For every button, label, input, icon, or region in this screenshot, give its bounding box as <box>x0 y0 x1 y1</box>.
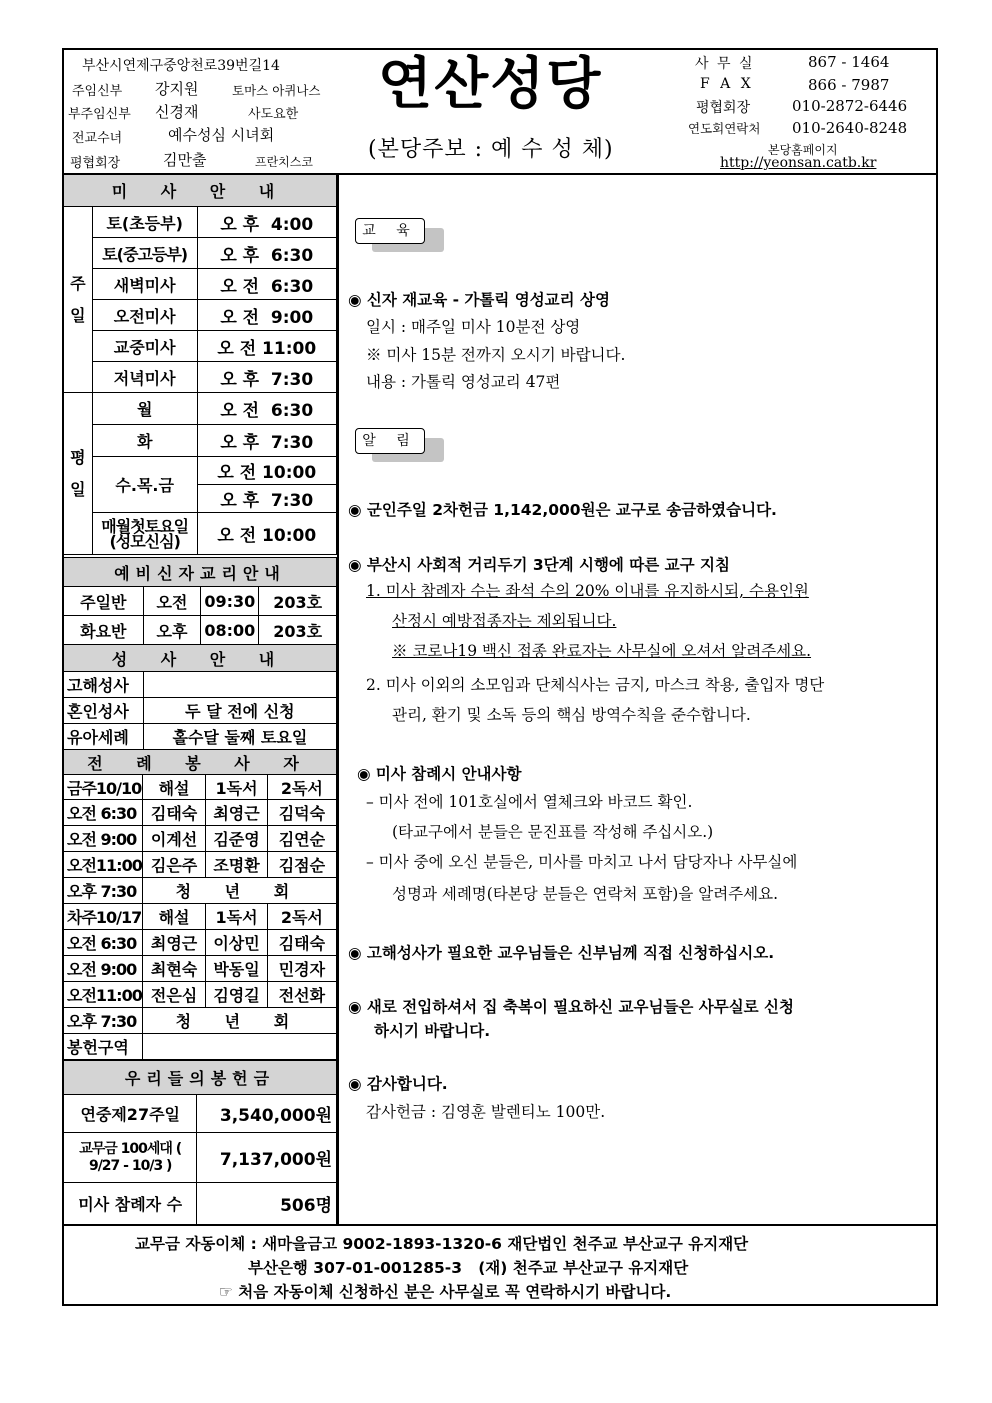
servers-time: 오후 7:30 <box>64 1008 143 1034</box>
notice-item-2-line: 1. 미사 참례자 수는 좌석 수의 20% 이내를 유지하시되, 수용인원 <box>366 582 809 600</box>
flower-value <box>142 1034 336 1060</box>
catechumen-title: 예비신자교리안내 <box>64 558 337 587</box>
servers-table <box>63 749 337 1060</box>
offering-value: 3,540,000원 <box>197 1095 337 1133</box>
servers-title: 전 례 봉 사 자 <box>64 750 337 775</box>
education-item-title: ◉ 신자 재교육 - 가톨릭 영성교리 상영 <box>348 291 610 309</box>
staff-role-4: 평협회장 <box>70 156 121 171</box>
servers-name: 조명환 <box>206 852 267 878</box>
mass-time: 오 후 7:30 <box>197 485 336 513</box>
servers-name: 박동일 <box>206 956 267 982</box>
sacrament-name: 유아세례 <box>64 724 144 750</box>
servers-name: 이계선 <box>142 826 205 852</box>
sacrament-name: 혼인성사 <box>64 698 144 724</box>
education-line: 일시 : 매주일 미사 10분전 상영 <box>366 318 581 336</box>
offering-label: 교무금 100세대 ( 9/27 - 10/3 ) <box>64 1133 197 1183</box>
mass-name: 새벽미사 <box>92 269 197 300</box>
church-address: 부산시연제구중앙천로39번길14 <box>82 58 280 74</box>
staff-baptismal-1: 토마스 아퀴나스 <box>232 83 321 98</box>
offering-label: 연중제27주일 <box>64 1095 197 1133</box>
servers-name: 김은주 <box>142 852 205 878</box>
servers-name: 김영길 <box>206 982 267 1008</box>
mass-time: 오 후 6:30 <box>197 238 336 269</box>
servers-name: 전선화 <box>267 982 336 1008</box>
education-tag: 교 육 <box>355 218 425 244</box>
servers-time: 오전 6:30 <box>64 800 143 826</box>
notice-item-2-title: ◉ 부산시 사회적 거리두기 3단계 시행에 따른 교구 지침 <box>348 556 730 574</box>
homepage-link[interactable]: http://yeonsan.catb.kr <box>720 155 877 171</box>
staff-role-2: 부주임신부 <box>68 107 131 122</box>
flower-label: 봉헌구역 <box>64 1034 143 1060</box>
contact-value-council: 010-2872-6446 <box>792 97 908 115</box>
mass-name: 교중미사 <box>92 331 197 362</box>
servers-col-header: 2독서 <box>267 904 336 930</box>
notice-item-6-line: 감사헌금 : 김영훈 발렌티노 100만. <box>366 1103 606 1121</box>
catechumen-cell: 08:00 <box>201 616 259 645</box>
footer-line-2: 부산은행 307-01-001285-3 (재) 천주교 부산교구 유지재단 <box>248 1259 689 1277</box>
servers-col-header: 해설 <box>142 904 205 930</box>
mass-time: 오 전 6:30 <box>197 393 336 425</box>
notice-item-2-line: ※ 코로나19 백신 접종 완료자는 사무실에 오셔서 알려주세요. <box>392 642 812 660</box>
mass-name: 매월첫토요일 (성모신심) <box>92 513 197 555</box>
servers-name: 이상민 <box>206 930 267 956</box>
servers-name: 최영근 <box>206 800 267 826</box>
catechumen-cell: 화요반 <box>64 616 144 645</box>
mass-time: 오 전 9:00 <box>197 300 336 331</box>
footer-line-3: ☞ 처음 자동이체 신청하신 분은 사무실로 꼭 연락하시기 바랍니다. <box>219 1283 672 1301</box>
servers-time: 오전11:00 <box>64 982 143 1008</box>
offering-value: 506명 <box>197 1183 337 1225</box>
notice-item-4: ◉ 고해성사가 필요한 교우님들은 신부님께 직접 신청하십시오. <box>348 944 775 962</box>
catechumen-cell: 09:30 <box>201 587 259 616</box>
servers-time: 오전 9:00 <box>64 826 143 852</box>
mass-title: 미 사 안 내 <box>64 175 337 207</box>
servers-name: 김준영 <box>206 826 267 852</box>
sacrament-value <box>143 672 336 698</box>
offering-value: 7,137,000원 <box>197 1133 337 1183</box>
sacrament-value: 두 달 전에 신청 <box>143 698 336 724</box>
contact-label-office: 사 무 실 <box>695 56 755 72</box>
offering-label: 미사 참례자 수 <box>64 1183 197 1225</box>
servers-col-header: 1독서 <box>206 904 267 930</box>
servers-time: 오후 7:30 <box>64 878 143 904</box>
servers-time: 오전 9:00 <box>64 956 143 982</box>
servers-name: 김태숙 <box>267 930 336 956</box>
sunday-label: 주 일 <box>64 207 93 393</box>
servers-week-date: 차주10/17 <box>64 904 143 930</box>
staff-baptismal-4: 프란치스코 <box>255 155 313 169</box>
contact-label-memorial: 연도회연락처 <box>688 121 761 136</box>
bulletin-subtitle: (본당주보 : 예 수 성 체) <box>368 137 614 162</box>
servers-time: 오전11:00 <box>64 852 143 878</box>
mass-time: 오 전 10:00 <box>197 513 336 555</box>
mass-time: 오 전 10:00 <box>197 457 336 485</box>
sacrament-name: 고해성사 <box>64 672 144 698</box>
homepage-label: 본당홈페이지 <box>768 143 838 157</box>
catechumen-cell: 203호 <box>259 587 337 616</box>
staff-name-1: 강지원 <box>155 80 199 98</box>
education-line: 내용 : 가톨릭 영성교리 47편 <box>366 373 561 391</box>
church-title: 연산성당 <box>378 52 603 117</box>
offering-table <box>63 1060 337 1225</box>
notice-item-5-line1: ◉ 새로 전입하셔서 집 축복이 필요하신 교우님들은 사무실로 신청 <box>348 998 794 1016</box>
mass-time: 오 후 4:00 <box>197 207 336 238</box>
servers-week-date: 금주10/10 <box>64 775 143 800</box>
mass-table <box>63 174 337 555</box>
notice-item-2-line: 관리, 환기 및 소독 등의 핵심 방역수칙을 준수합니다. <box>392 706 751 724</box>
notice-item-3-line: (타교구에서 분들은 문진표를 작성해 주십시오.) <box>392 823 714 841</box>
mass-name: 수.목.금 <box>92 457 197 513</box>
staff-name-3: 예수성심 시녀회 <box>168 126 275 144</box>
contact-value-fax: 866 - 7987 <box>808 76 890 94</box>
catechumen-table <box>63 557 337 645</box>
mass-name: 월 <box>92 393 197 425</box>
staff-name-2: 신경재 <box>155 103 199 121</box>
mass-time: 오 후 7:30 <box>197 362 336 393</box>
education-line: ※ 미사 15분 전까지 오시기 바랍니다. <box>366 346 626 364</box>
servers-group: 청 년 회 <box>142 878 336 904</box>
mass-name: 오전미사 <box>92 300 197 331</box>
catechumen-cell: 오후 <box>143 616 201 645</box>
staff-role-1: 주임신부 <box>72 84 123 99</box>
notice-item-2-line: 산정시 예방접종자는 제외됩니다. <box>392 612 617 630</box>
notice-item-3-line: – 미사 전에 101호실에서 열체크와 바코드 확인. <box>366 793 693 811</box>
sacrament-title: 성 사 안 내 <box>64 645 337 672</box>
contact-value-memorial: 010-2640-8248 <box>792 119 908 137</box>
offering-title: 우리들의봉헌금 <box>64 1061 337 1095</box>
notice-item-1: ◉ 군인주일 2차헌금 1,142,000원은 교구로 송금하였습니다. <box>348 501 777 519</box>
catechumen-cell: 203호 <box>259 616 337 645</box>
contact-value-office: 867 - 1464 <box>808 53 890 71</box>
servers-group: 청 년 회 <box>142 1008 336 1034</box>
sacrament-value: 홀수달 둘째 토요일 <box>143 724 336 750</box>
mass-name: 저녁미사 <box>92 362 197 393</box>
notice-item-2-line: 2. 미사 이외의 소모임과 단체식사는 금지, 마스크 착용, 출입자 명단 <box>366 676 825 694</box>
servers-name: 최현숙 <box>142 956 205 982</box>
mass-time: 오 전 6:30 <box>197 269 336 300</box>
contact-label-fax: F A X <box>700 76 754 92</box>
notice-item-3-line: 성명과 세례명(타본당 분들은 연락처 포함)을 알려주세요. <box>392 885 779 903</box>
servers-name: 김태숙 <box>142 800 205 826</box>
servers-name: 최영근 <box>142 930 205 956</box>
contact-label-council: 평협회장 <box>696 100 751 116</box>
servers-col-header: 해설 <box>142 775 205 800</box>
notice-tag: 알 림 <box>355 428 425 454</box>
mass-time: 오 전 11:00 <box>197 331 336 362</box>
servers-col-header: 1독서 <box>206 775 267 800</box>
catechumen-cell: 오전 <box>143 587 201 616</box>
catechumen-cell: 주일반 <box>64 587 144 616</box>
servers-name: 김연순 <box>267 826 336 852</box>
notice-item-5-line2: 하시기 바랍니다. <box>374 1022 491 1040</box>
servers-name: 김점순 <box>267 852 336 878</box>
mass-name: 화 <box>92 425 197 457</box>
notice-item-3-line: – 미사 중에 오신 분들은, 미사를 마치고 나서 담당자나 사무실에 <box>366 853 798 871</box>
servers-name: 전은심 <box>142 982 205 1008</box>
mass-name: 토(초등부) <box>92 207 197 238</box>
notice-item-6-title: ◉ 감사합니다. <box>348 1075 448 1093</box>
weekday-label: 평 일 <box>64 393 93 555</box>
notice-item-3-title: ◉ 미사 참례시 안내사항 <box>357 765 522 783</box>
servers-name: 민경자 <box>267 956 336 982</box>
servers-col-header: 2독서 <box>267 775 336 800</box>
staff-baptismal-2: 사도요한 <box>248 107 299 122</box>
servers-time: 오전 6:30 <box>64 930 143 956</box>
mass-name: 토(중고등부) <box>92 238 197 269</box>
sacrament-table <box>63 644 337 750</box>
staff-name-4: 김만출 <box>163 151 207 169</box>
servers-name: 김덕숙 <box>267 800 336 826</box>
mass-time: 오 후 7:30 <box>197 425 336 457</box>
column-divider <box>337 173 339 1225</box>
staff-role-3: 전교수녀 <box>72 131 123 146</box>
footer-line-1: 교무금 자동이체 : 새마을금고 9002-1893-1320-6 재단법인 천주교 부산교구 유지재단 <box>135 1235 749 1253</box>
